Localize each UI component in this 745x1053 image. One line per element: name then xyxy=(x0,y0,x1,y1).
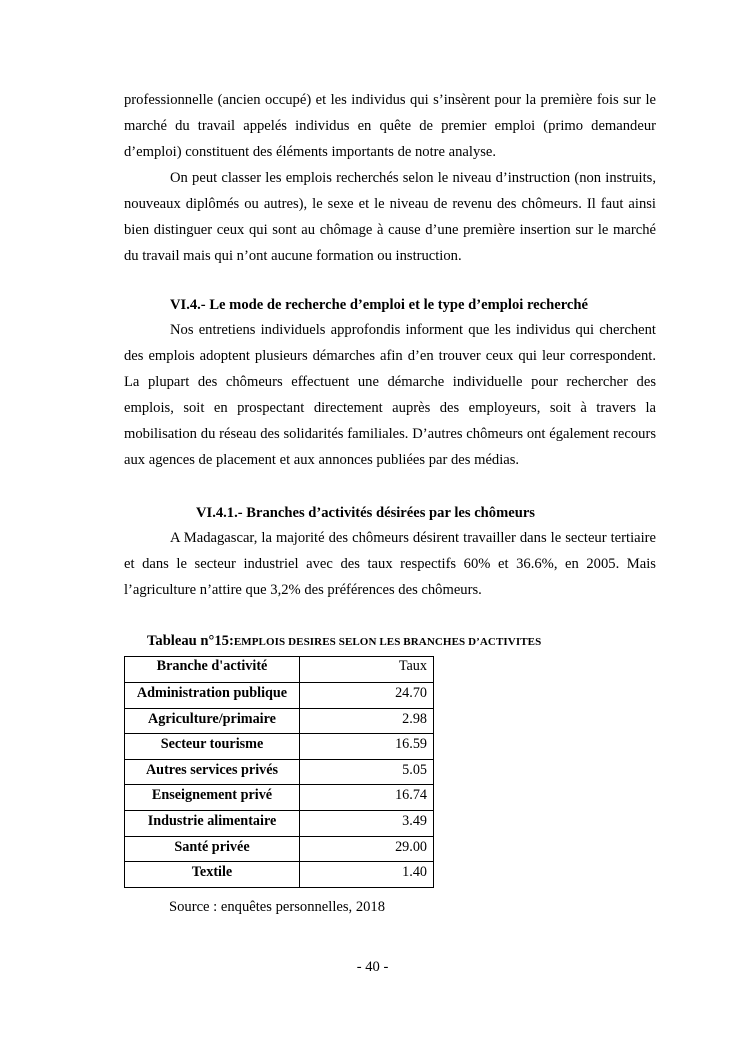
table-caption-title: EMPLOIS DESIRES SELON LES BRANCHES D’ACTIVITES xyxy=(233,636,542,648)
branch-cell: Autres services privés xyxy=(125,759,300,785)
branch-cell: Enseignement privé xyxy=(125,785,300,811)
table-row xyxy=(125,836,434,862)
table-source: Source : enquêtes personnelles, 2018 xyxy=(169,899,386,915)
table-row xyxy=(125,810,434,836)
table-row xyxy=(125,759,434,785)
branch-cell: Agriculture/primaire xyxy=(125,708,300,734)
paragraph-madagascar: A Madagascar, la majorité des chômeurs désirent travailler dans le secteur tertiaire et dans le secteur industriel avec des taux respectifs 60% et 36.6%, en 2005. Mais l’agriculture n’attire que 3,2% des préférences des chômeurs. xyxy=(124,530,656,598)
rate-cell: 16.74 xyxy=(300,785,434,811)
branch-cell: Administration publique xyxy=(125,683,300,709)
table-row xyxy=(125,734,434,760)
rate-cell: 1.40 xyxy=(300,862,434,888)
header-rate: Taux xyxy=(300,657,434,683)
branch-cell: Textile xyxy=(125,862,300,888)
section-heading-vi41: VI.4.1.- Branches d’activités désirées par les chômeurs xyxy=(196,505,535,521)
paragraph-search-methods: Nos entretiens individuels approfondis informent que les individus qui cherchent des emplois adoptent plusieurs démarches afin d’en trouver ceux qui leur correspondent. La plupart des chômeurs effectuent une démarche individuelle pour rechercher des emplois, soit en prospectant directement auprès des employeurs, soit à travers la mobilisation du réseau des solidarités familiales. D’autres chômeurs ont également recours aux agences de placement et aux annonces publiées par des médias. xyxy=(124,322,656,468)
table-caption-label: Tableau n°15: xyxy=(147,633,234,649)
rate-cell: 2.98 xyxy=(300,708,434,734)
table-caption xyxy=(147,631,541,652)
table-row xyxy=(125,862,434,888)
section-heading-vi4: VI.4.- Le mode de recherche d’emploi et le type d’emploi recherché xyxy=(170,297,588,313)
branch-cell: Industrie alimentaire xyxy=(125,810,300,836)
table-row xyxy=(125,708,434,734)
page-number: - 40 - xyxy=(356,959,389,975)
rate-cell: 24.70 xyxy=(300,683,434,709)
branch-cell: Secteur tourisme xyxy=(125,734,300,760)
paragraph-intro: professionnelle (ancien occupé) et les individus qui s’insèrent pour la première fois sur le marché du travail appelés individus en quête de premier emploi (primo demandeur d’emploi) constituent des éléments importants de notre analyse. xyxy=(124,92,656,160)
rate-cell: 5.05 xyxy=(300,759,434,785)
table-row xyxy=(125,785,434,811)
rate-cell: 16.59 xyxy=(300,734,434,760)
table-row xyxy=(125,683,434,709)
rate-cell: 29.00 xyxy=(300,836,434,862)
paragraph-classification: On peut classer les emplois recherchés selon le niveau d’instruction (non instruits, nouveaux diplômés ou autres), le sexe et le niveau de revenu des chômeurs. Il faut ainsi bien distinguer ceux qui sont au chômage à cause d’une première insertion sur le marché du travail mais qui n’ont aucune formation ou instruction. xyxy=(124,170,656,264)
header-branch: Branche d'activité xyxy=(125,657,300,683)
rate-cell: 3.49 xyxy=(300,810,434,836)
branches-table xyxy=(124,656,434,888)
branch-cell: Santé privée xyxy=(125,836,300,862)
table-header-row xyxy=(125,657,434,683)
